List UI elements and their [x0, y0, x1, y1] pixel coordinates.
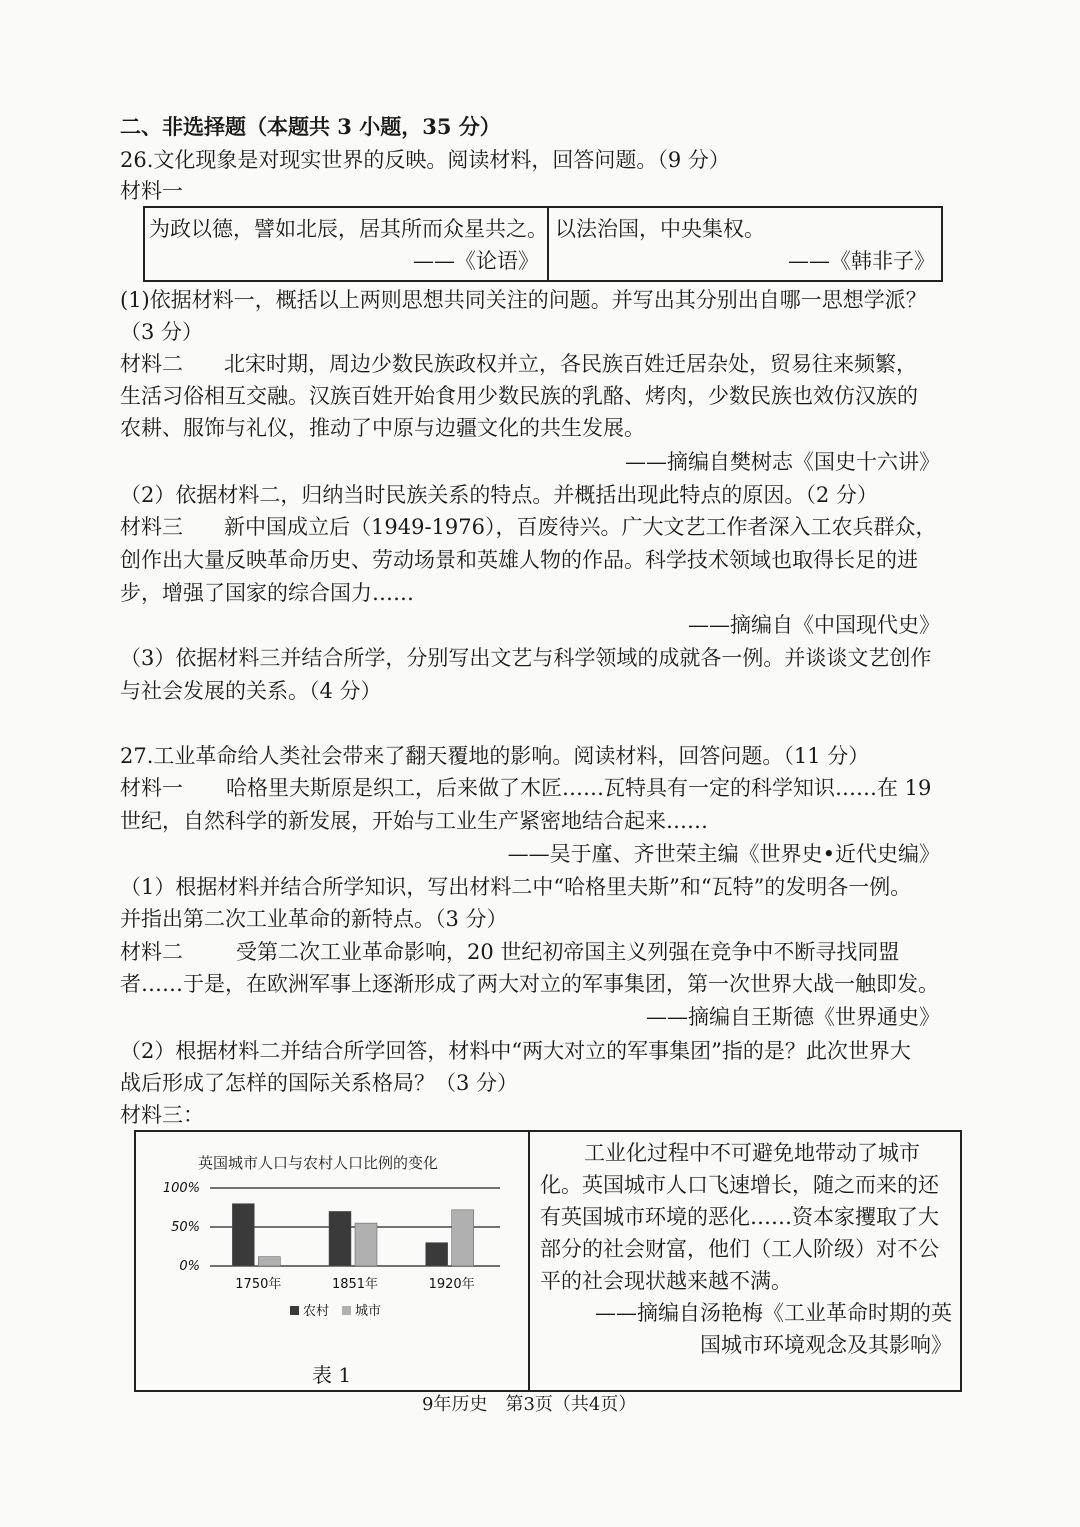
y-tick-label: 50%	[171, 1220, 200, 1235]
q27-m3-right-source1: ——摘编自汤艳梅《工业革命时期的英	[595, 1301, 952, 1325]
q26-m2-line3: 农耕、服饰与礼仪，推动了中原与边疆文化的共生发展。	[120, 416, 645, 440]
q27-material-2-label: 材料二	[120, 940, 183, 964]
q27-m3-right-source2: 国城市环境观念及其影响》	[700, 1333, 952, 1357]
q26-material-2-label: 材料二	[120, 352, 183, 376]
q27-m3-right-line2: 化。英国城市人口飞速增长，随之而来的还	[540, 1173, 939, 1197]
x-tick-label: 1920年	[428, 1277, 475, 1292]
q26-m1-right-source: ——《韩非子》	[788, 249, 935, 273]
q26-material-1-label: 材料一	[120, 179, 183, 203]
q26-m1-left-source: ——《论语》	[413, 249, 539, 273]
q26-m3-source: ——摘编自《中国现代史》	[688, 613, 940, 637]
q27-sub2-line1: （2）根据材料二并结合所学回答，材料中“两大对立的军事集团”指的是？此次世界大	[120, 1039, 911, 1063]
q26-m2-line2: 生活习俗相互交融。汉族百姓开始食用少数民族的乳酪、烤肉，少数民族也效仿汉族的	[120, 384, 918, 408]
q27-m1-source: ——吴于廑、齐世荣主编《世界史•近代史编》	[507, 842, 940, 866]
q26-material-3-label: 材料三	[120, 515, 183, 539]
q26-m3-line1: 新中国成立后（1949-1976），百废待兴。广大文艺工作者深入工农兵群众，	[224, 515, 937, 539]
q26-m1-left-text: 为政以德，譬如北辰，居其所而众星共之。	[149, 217, 548, 241]
q26-m2-line1: 北宋时期，周边少数民族政权并立，各民族百姓迁居杂处，贸易往来频繁，	[224, 352, 917, 376]
q26-sub3-line2: 与社会发展的关系。（4 分）	[120, 679, 382, 703]
q27-material-3-label: 材料三：	[120, 1103, 204, 1127]
q26-m1-right-text: 以法治国，中央集权。	[555, 217, 765, 241]
legend-label-农村: 农村	[303, 1304, 330, 1319]
q27-m2-line2: 者……于是，在欧洲军事上逐渐形成了两大对立的军事集团，第一次世界大战一触即发。	[120, 972, 939, 996]
q26-m3-line2: 创作出大量反映革命历史、劳动场景和英雄人物的作品。科学技术领域也取得长足的进	[120, 548, 918, 572]
q26-sub3-line1: （3）依据材料三并结合所学，分别写出文艺与科学领域的成就各一例。并谈谈文艺创作	[120, 646, 932, 670]
bar-农村-1920年	[426, 1243, 448, 1266]
x-tick-label: 1851年	[331, 1277, 379, 1292]
bar-chart	[140, 1176, 520, 1366]
q27-m3-right-line5: 平的社会现状越来越不满。	[540, 1269, 792, 1293]
q27-m2-line1: 受第二次工业革命影响，20 世纪初帝国主义列强在竞争中不断寻找同盟	[236, 940, 900, 964]
bar-城市-1920年	[452, 1210, 474, 1266]
q27-stem: 27.工业革命给人类社会带来了翻天覆地的影响。阅读材料，回答问题。（11 分）	[120, 744, 870, 768]
legend-label-城市: 城市	[355, 1304, 382, 1319]
q27-sub1-line2: 并指出第二次工业革命的新特点。（3 分）	[120, 907, 508, 931]
q26-m3-line3: 步，增强了国家的综合国力……	[120, 581, 414, 605]
q27-m3-right-line1: 工业化过程中不可避免地带动了城市	[584, 1141, 920, 1165]
q27-material-1-label: 材料一	[120, 776, 183, 800]
q27-sub1-line1: （1）根据材料并结合所学知识，写出材料二中“哈格里夫斯”和“瓦特”的发明各一例。	[120, 875, 912, 899]
q27-m3-right-line4: 部分的社会财富，他们（工人阶级）对不公	[540, 1237, 939, 1261]
q27-m1-line2: 世纪，自然科学的新发展，开始与工业生产紧密地结合起来……	[120, 809, 708, 833]
bar-城市-1750年	[258, 1257, 280, 1266]
q27-m2-source: ——摘编自王斯德《世界通史》	[646, 1005, 940, 1029]
legend-swatch-农村	[290, 1306, 299, 1315]
bar-农村-1750年	[232, 1204, 254, 1266]
q27-m1-line1: 哈格里夫斯原是织工，后来做了木匠……瓦特具有一定的科学知识……在 19	[226, 776, 932, 800]
section-title: 二、非选择题（本题共 3 小题，35 分）	[120, 114, 501, 139]
q26-sub1-line1: (1)依据材料一，概括以上两则思想共同关注的问题。并写出其分别出自哪一思想学派？	[120, 288, 927, 312]
table-caption: 表 1	[312, 1363, 352, 1387]
bar-城市-1851年	[355, 1223, 377, 1266]
y-tick-label: 0%	[179, 1259, 200, 1274]
q26-material-1-box	[143, 206, 943, 282]
legend-swatch-城市	[342, 1306, 351, 1315]
q26-sub1-line2: （3 分）	[120, 320, 204, 344]
q27-material-3-box	[134, 1130, 962, 1392]
q27-m3-right-line3: 有英国城市环境的恶化……资本家攫取了大	[540, 1205, 939, 1229]
x-tick-label: 1750年	[235, 1277, 282, 1292]
q26-m2-source: ——摘编自樊树志《国史十六讲》	[625, 450, 940, 474]
chart-title: 英国城市人口与农村人口比例的变化	[198, 1154, 439, 1172]
q27-sub2-line2: 战后形成了怎样的国际关系格局？（3 分）	[120, 1071, 519, 1095]
q26-stem: 26.文化现象是对现实世界的反映。阅读材料，回答问题。（9 分）	[120, 148, 730, 172]
y-tick-label: 100%	[162, 1181, 200, 1196]
page-footer: 9年历史 第3页（共4页）	[422, 1394, 637, 1415]
q26-sub2: （2）依据材料二，归纳当时民族关系的特点。并概括出现此特点的原因。（2 分）	[120, 483, 878, 507]
bar-农村-1851年	[329, 1211, 351, 1266]
